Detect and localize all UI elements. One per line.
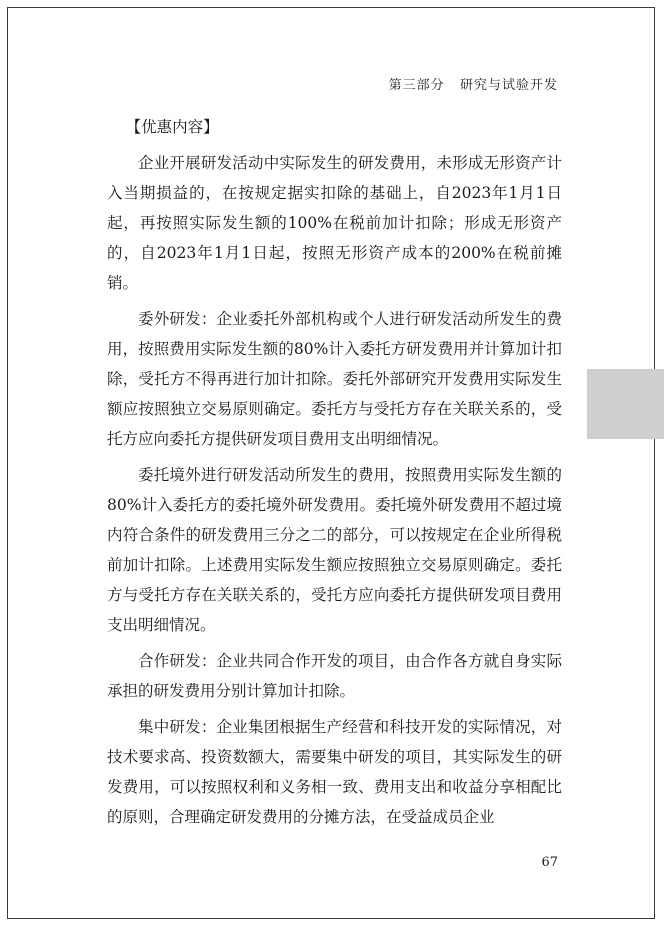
page-number: 67: [541, 855, 558, 870]
section-title: 【优惠内容】: [125, 118, 219, 136]
body-text: [107, 112, 562, 838]
chapter-side-tab: [587, 369, 664, 439]
paragraph-outsourced-rd: 委外研发：企业委托外部机构或个人进行研发活动所发生的费用，按照费用实际发生额的80%计入委托方研发费用并计算加计扣除，受托方不得再进行加计扣除。委托外部研究开发费用实际发生额应按照独立交易原则确定。委托方与受托方存在关联关系的，受托方应向委托方提供研发项目费用支出明细情况。: [107, 310, 562, 448]
header-section: 研究与试验开发: [459, 78, 558, 93]
paragraph-centralized-rd: 集中研发：企业集团根据生产经营和科技开发的实际情况，对技术要求高、投资数额大，需要集中研发的项目，其实际发生的研发费用，可以按照权利和义务相一致、费用支出和收益分享相配比的原则，合理确定研发费用的分摊方法，在受益成员企业: [107, 718, 562, 826]
paragraph-overseas-rd: 委托境外进行研发活动所发生的费用，按照费用实际发生额的80%计入委托方的委托境外研发费用。委托境外研发费用不超过境内符合条件的研发费用三分之二的部分，可以按规定在企业所得税前加计扣除。上述费用实际发生额应按照独立交易原则确定。委托方与受托方存在关联关系的，受托方应向委托方提供研发项目费用支出明细情况。: [107, 466, 562, 634]
header-part: 第三部分: [388, 78, 445, 93]
paragraph-intro: 企业开展研发活动中实际发生的研发费用，未形成无形资产计入当期损益的，在按规定据实扣除的基础上，自2023年1月1日起，再按照实际发生额的100%在税前加计扣除；形成无形资产的，自2023年1月1日起，按照无形资产成本的200%在税前摊销。: [107, 154, 562, 292]
running-header: [389, 74, 558, 93]
paragraph-cooperative-rd: 合作研发：企业共同合作开发的项目，由合作各方就自身实际承担的研发费用分别计算加计扣除。: [107, 652, 562, 700]
